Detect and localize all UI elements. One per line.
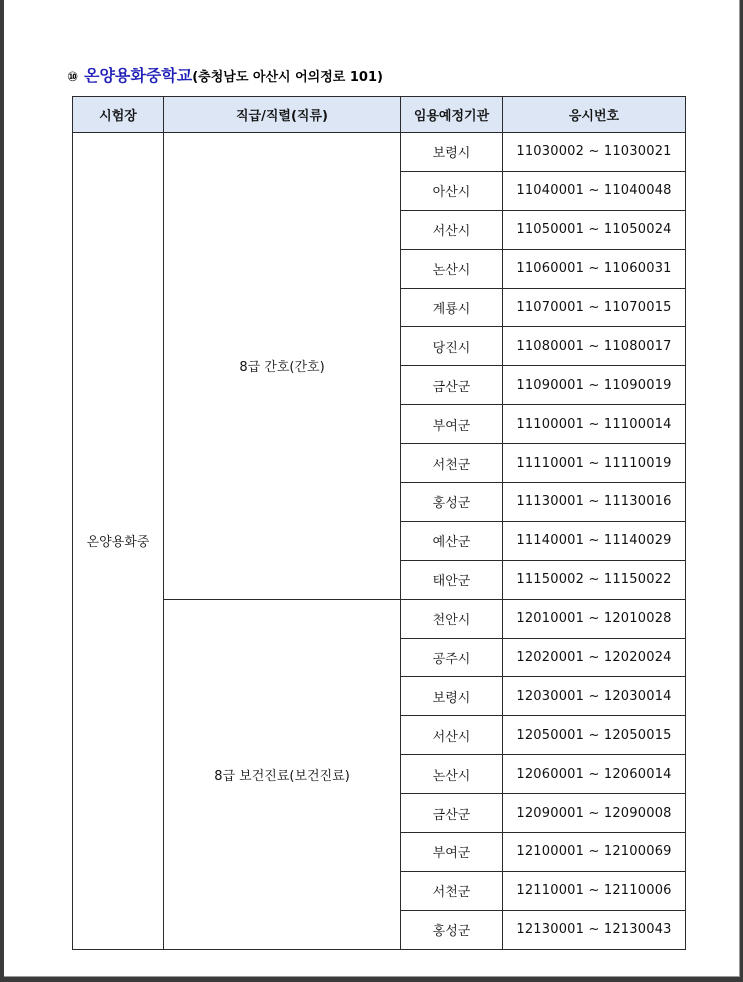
agency-cell: 태안군 bbox=[401, 560, 503, 599]
exam-number-range-cell: 12010001 ~ 12010028 bbox=[503, 599, 686, 638]
agency-cell: 부여군 bbox=[401, 833, 503, 872]
agency-cell: 금산군 bbox=[401, 794, 503, 833]
table-header-row bbox=[73, 97, 686, 133]
exam-number-range-cell: 12050001 ~ 12050015 bbox=[503, 716, 686, 755]
section-number: ⑩ bbox=[67, 70, 79, 85]
agency-cell: 금산군 bbox=[401, 366, 503, 405]
header-exam-number: 응시번호 bbox=[503, 97, 686, 133]
venue-cell: 온양용화중 bbox=[73, 133, 164, 950]
exam-number-range-cell: 11130001 ~ 11130016 bbox=[503, 483, 686, 522]
exam-number-range-cell: 11070001 ~ 11070015 bbox=[503, 288, 686, 327]
exam-number-range-cell: 11060001 ~ 11060031 bbox=[503, 249, 686, 288]
exam-number-range-cell: 12060001 ~ 12060014 bbox=[503, 755, 686, 794]
agency-cell: 서천군 bbox=[401, 444, 503, 483]
agency-cell: 보령시 bbox=[401, 677, 503, 716]
agency-cell: 논산시 bbox=[401, 249, 503, 288]
table-body bbox=[73, 133, 686, 950]
exam-number-range-cell: 11100001 ~ 11100014 bbox=[503, 405, 686, 444]
agency-cell: 예산군 bbox=[401, 521, 503, 560]
position-cell: 8급 보건진료(보건진료) bbox=[164, 599, 401, 949]
header-agency: 임용예정기관 bbox=[401, 97, 503, 133]
exam-number-range-cell: 11110001 ~ 11110019 bbox=[503, 444, 686, 483]
agency-cell: 서산시 bbox=[401, 210, 503, 249]
exam-number-range-cell: 11090001 ~ 11090019 bbox=[503, 366, 686, 405]
table-row bbox=[73, 133, 686, 172]
exam-number-range-cell: 11150002 ~ 11150022 bbox=[503, 560, 686, 599]
exam-number-range-cell: 11040001 ~ 11040048 bbox=[503, 171, 686, 210]
document-page bbox=[4, 0, 740, 977]
exam-number-range-cell: 12110001 ~ 12110006 bbox=[503, 871, 686, 910]
position-cell: 8급 간호(간호) bbox=[164, 133, 401, 600]
agency-cell: 공주시 bbox=[401, 638, 503, 677]
agency-cell: 홍성군 bbox=[401, 910, 503, 949]
exam-number-range-cell: 11050001 ~ 11050024 bbox=[503, 210, 686, 249]
agency-cell: 서산시 bbox=[401, 716, 503, 755]
exam-number-range-cell: 12030001 ~ 12030014 bbox=[503, 677, 686, 716]
school-address: (충청남도 아산시 어의정로 101) bbox=[192, 70, 383, 85]
agency-cell: 홍성군 bbox=[401, 483, 503, 522]
agency-cell: 보령시 bbox=[401, 133, 503, 172]
agency-cell: 계룡시 bbox=[401, 288, 503, 327]
exam-number-range-cell: 11140001 ~ 11140029 bbox=[503, 521, 686, 560]
exam-number-range-cell: 12100001 ~ 12100069 bbox=[503, 833, 686, 872]
exam-number-range-cell: 12130001 ~ 12130043 bbox=[503, 910, 686, 949]
agency-cell: 당진시 bbox=[401, 327, 503, 366]
agency-cell: 서천군 bbox=[401, 871, 503, 910]
agency-cell: 논산시 bbox=[401, 755, 503, 794]
exam-number-range-cell: 11080001 ~ 11080017 bbox=[503, 327, 686, 366]
exam-venue-table bbox=[72, 96, 686, 950]
section-heading bbox=[67, 63, 383, 86]
header-position: 직급/직렬(직류) bbox=[164, 97, 401, 133]
header-venue: 시험장 bbox=[73, 97, 164, 133]
agency-cell: 천안시 bbox=[401, 599, 503, 638]
table-row bbox=[73, 599, 686, 638]
exam-number-range-cell: 12090001 ~ 12090008 bbox=[503, 794, 686, 833]
exam-number-range-cell: 12020001 ~ 12020024 bbox=[503, 638, 686, 677]
agency-cell: 부여군 bbox=[401, 405, 503, 444]
school-name: 온양용화중학교 bbox=[84, 66, 193, 85]
agency-cell: 아산시 bbox=[401, 171, 503, 210]
exam-number-range-cell: 11030002 ~ 11030021 bbox=[503, 133, 686, 172]
